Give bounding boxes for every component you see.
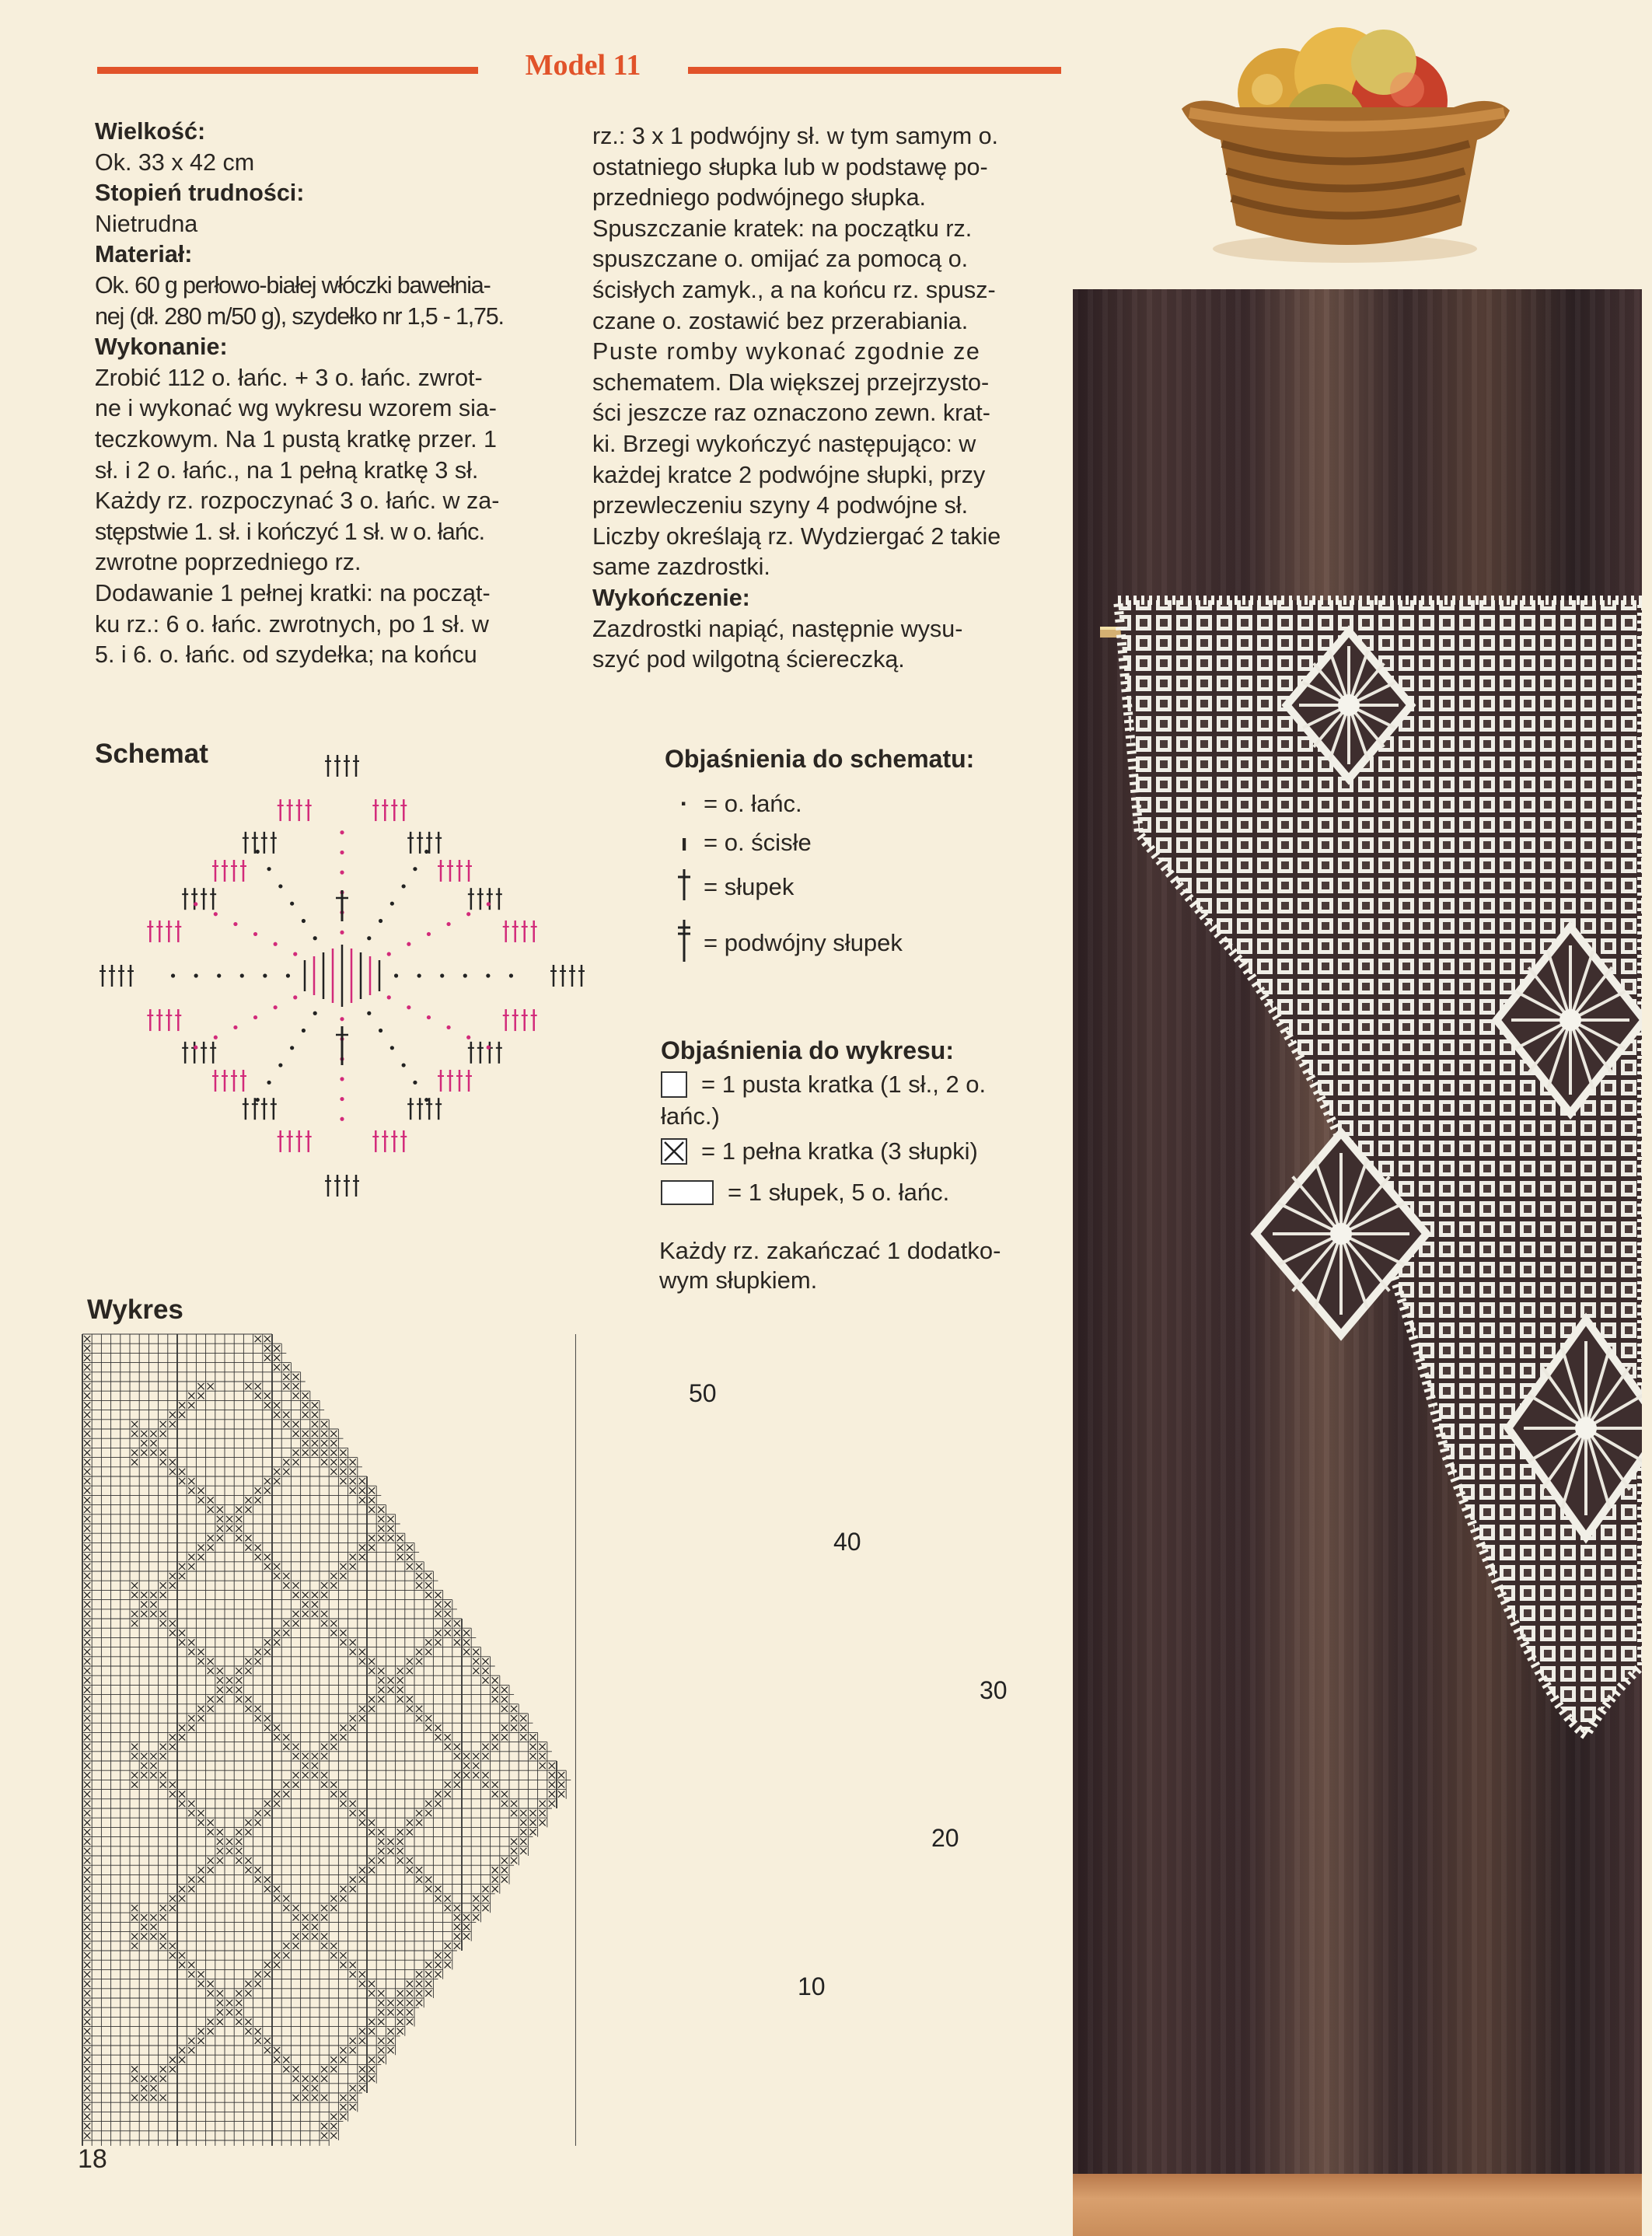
size-heading: Wielkość: [95,118,206,145]
wide-square-icon [661,1180,714,1205]
legend-row-treble [665,862,974,912]
double-treble-stitch-icon [665,917,704,970]
execution-line: zwrotne poprzedniego rz. [95,549,361,576]
legend-label: = podwójny słupek [704,929,903,956]
row-label: 30 [980,1676,1008,1704]
legend-label: = słupek [704,873,795,900]
material-line: nej (dł. 280 m/50 g), szydełko nr 1,5 - 1,75. [95,302,504,330]
legend-label: = 1 pusta kratka (1 sł., 2 o. [701,1071,987,1098]
material-heading: Materiał: [95,241,193,268]
legend-row-full [661,1132,986,1171]
legend-label: = 1 słupek, 5 o. łańc. [728,1179,950,1206]
instruction-line: schematem. Dla większej przejrzysto- [592,369,990,396]
legend-schema-title: Objaśnienia do schematu: [665,745,975,773]
filet-chart-grid [62,1322,1088,2146]
size-value: Ok. 33 x 42 cm [95,148,255,176]
instruction-line: ostatniego słupka lub w podstawę po- [592,153,988,180]
instruction-line: Liczby określają rz. Wydziergać 2 takie [592,522,1001,550]
header-rule-right [688,67,1061,74]
instruction-line: spuszczane o. omijać za pomocą o. [592,246,969,273]
legend-label: = o. ścisłe [704,829,812,856]
execution-line: ne i wykonać wg wykresu wzorem sia- [95,395,497,422]
crochet-curtain [1073,289,1642,2236]
stitch-motif-diagram [70,739,614,1221]
wooden-shelf [1073,2174,1642,2236]
execution-line: ku rz.: 6 o. łańc. zwrotnych, po 1 sł. w [95,610,489,638]
difficulty-heading: Stopień trudności: [95,180,305,207]
filled-square-icon [661,1138,687,1165]
legend-row-wide [661,1171,986,1214]
legend-label: = 1 pełna kratka (3 słupki) [701,1137,978,1165]
instruction-line: czane o. zostawić bez przerabiania. [592,307,969,334]
instruction-line: rz.: 3 x 1 podwójny sł. w tym samym o. [592,123,999,149]
legend-label: = o. łańc. [704,790,802,817]
page-title: Model 11 [525,49,641,82]
execution-line: Zrobić 112 o. łańc. + 3 o. łańc. zwrot- [95,364,483,391]
execution-line: Dodawanie 1 pełnej kratki: na począt- [95,579,491,606]
curtain-photo [1073,289,1642,2236]
instructions-column-2 [592,121,1067,676]
material-line: Ok. 60 g perłowo-białej włóczki bawełnia- [95,271,491,299]
instruction-line: przewleczeniu szyny 4 podwójne sł. [592,492,969,519]
execution-line: sł. i 2 o. łańc., na 1 pełną kratkę 3 sł. [95,456,479,484]
schema-title: Schemat [95,739,208,769]
legend-schema [665,745,974,974]
instruction-line: przedniego podwójnego słupka. [592,184,927,211]
closing-note [659,1236,1001,1295]
treble-stitch-icon [665,866,704,908]
slip-stitch-icon: ı [680,829,688,856]
note-line: Każdy rz. zakańczać 1 dodatko- [659,1237,1001,1264]
instructions-column-1 [95,117,561,671]
legend-label: łańc.) [661,1102,720,1130]
instruction-line: ści jeszcze raz oznaczono zewn. krat- [592,400,990,427]
legend-row-chain [665,784,974,823]
finishing-line: Zazdrostki napiąć, następnie wysu- [592,615,963,642]
execution-line: stępstwie 1. sł. i kończyć 1 sł. w o. łańc. [95,518,485,545]
legend-row-slip [665,823,974,862]
instruction-line: każdej kratce 2 podwójne słupki, przy [592,461,986,488]
fruit-basket-photo [1151,16,1539,272]
row-label: 50 [689,1379,717,1407]
empty-square-icon [661,1071,687,1098]
difficulty-value: Nietrudna [95,210,198,237]
instruction-line: ścisłych zamyk., a na końcu rz. spusz- [592,276,996,303]
page-number: 18 [78,2144,107,2174]
legend-row-empty [661,1068,986,1101]
chain-stitch-icon: · [679,790,689,817]
execution-heading: Wykonanie: [95,334,228,361]
row-label: 10 [798,1972,826,2000]
legend-row-double-treble [665,912,974,974]
execution-line: 5. i 6. o. łańc. od szydełka; na końcu [95,641,477,669]
chart-title: Wykres [87,1294,183,1325]
row-label: 20 [931,1824,959,1852]
header-rule-left [97,67,478,74]
legend-chart-title: Objaśnienia do wykresu: [661,1036,954,1064]
instruction-line: Spuszczanie kratek: na początku rz. [592,215,973,242]
row-label: 40 [833,1528,861,1556]
execution-line: teczkowym. Na 1 pustą kratkę przer. 1 [95,425,498,452]
legend-chart [661,1036,986,1214]
execution-line: Każdy rz. rozpoczynać 3 o. łańc. w za- [95,487,500,515]
finishing-heading: Wykończenie: [592,584,750,611]
finishing-line: szyć pod wilgotną ściereczką. [592,646,905,673]
instruction-line: same zazdrostki. [592,554,770,581]
instruction-line: Puste romby wykonać zgodnie ze [592,338,981,365]
instruction-line: ki. Brzegi wykończyć następująco: w [592,430,976,457]
note-line: wym słupkiem. [659,1266,818,1294]
